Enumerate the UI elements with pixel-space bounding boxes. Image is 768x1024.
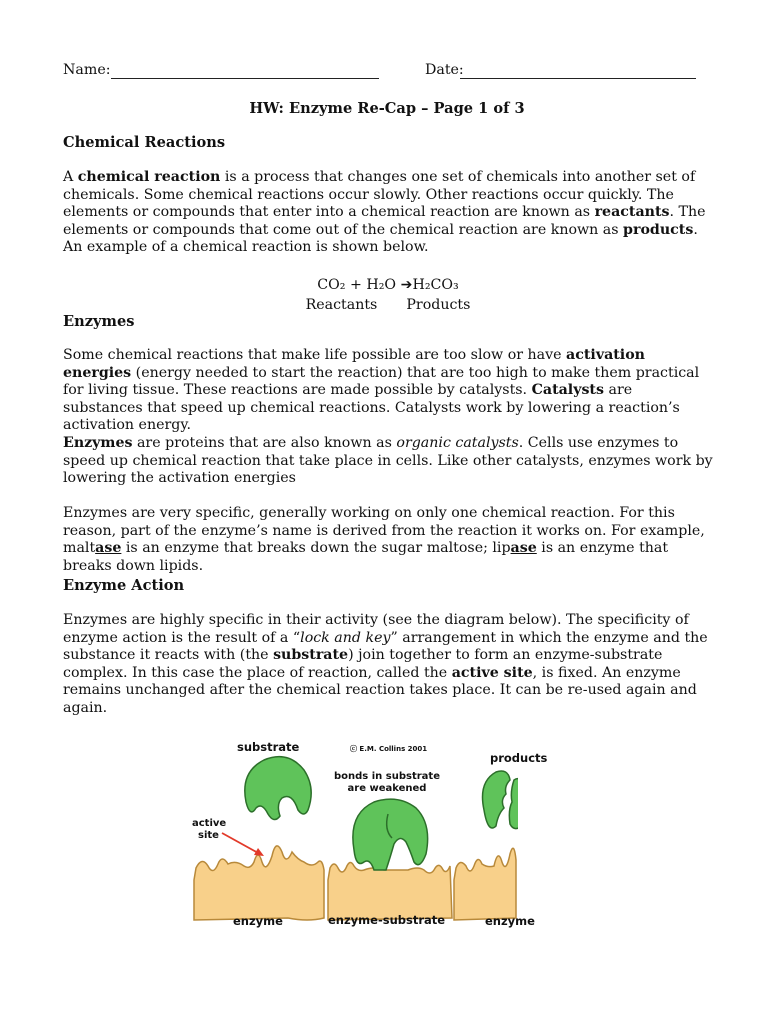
- equation-arrow: ➔: [400, 277, 413, 293]
- page-title: HW: Enzyme Re-Cap – Page 1 of 3: [249, 100, 525, 117]
- lock-and-key-diagram: [188, 730, 548, 930]
- enzyme-left-shape: [194, 846, 324, 920]
- enzyme-action-heading: Enzyme Action: [63, 577, 185, 594]
- substrate-middle-shape: [353, 799, 428, 870]
- name-field[interactable]: [111, 78, 379, 79]
- products-label: Products: [406, 297, 471, 313]
- worksheet-page: [63, 62, 713, 716]
- equation-labels: [63, 297, 713, 315]
- label-enzyme-right: enzyme: [485, 914, 535, 928]
- label-enzyme-substrate: enzyme-substrate: [328, 913, 446, 927]
- chemical-reactions-paragraph: A chemical reaction is a process that changes one set of chemicals into another set of chemicals. Some chemical reactions occur slowly. Other reactions occur quickly. The elements or compounds that enter into a chemical reaction are known as reactants. The elements or compounds that come out of the chemical reaction are known as products. An example of a chemical reaction is shown below.: [63, 169, 706, 256]
- reactants-label: Reactants: [305, 297, 378, 313]
- label-copyright: ⓒ E.M. Collins 2001: [350, 745, 428, 753]
- product-right-shape: [509, 779, 518, 829]
- label-products: products: [490, 751, 548, 765]
- equation-reactants: CO₂ + H₂O: [317, 277, 397, 293]
- product-left-shape: [483, 771, 511, 828]
- chemical-equation: [63, 277, 713, 295]
- enzymes-paragraph-1: Some chemical reactions that make life possible are too slow or have activation energies (energy needed to start the reaction) that are too high to make them practical for living tissue. These reactions are made possible by catalysts. Catalysts are substances that speed up chemical reactions. Catalysts work by lowering a reaction’s activation energy.: [63, 347, 700, 434]
- label-substrate: substrate: [237, 740, 300, 754]
- diagram-drawing: [188, 730, 518, 930]
- chemical-reactions-section: [63, 134, 713, 152]
- name-label: Name:: [63, 62, 111, 78]
- substrate-left-shape: [245, 757, 311, 820]
- equation-products: H₂CO₃: [412, 277, 459, 293]
- name-date-row: [63, 62, 713, 82]
- enzymes-heading: Enzymes: [63, 313, 135, 330]
- enzymes-paragraph-3: Enzymes are very specific, generally working on only one chemical reaction. For this reason, part of the enzyme’s name is derived from the reaction it works on. For example, maltase is an enzyme that breaks down the sugar maltose; lipase is an enzyme that breaks down lipids.: [63, 505, 705, 574]
- enzyme-action-paragraph: Enzymes are highly specific in their activity (see the diagram below). The specificity of enzyme action is the result of a “lock and key” arrangement in which the enzyme and the substance it reacts with (the substrate) join together to form an enzyme-substrate complex. In this case the place of reaction, called the active site, is fixed. An enzyme remains unchanged after the chemical reaction takes place. It can be re-used again and again.: [63, 612, 708, 716]
- label-enzyme-left: enzyme: [233, 914, 283, 928]
- date-label: Date:: [425, 62, 464, 78]
- label-bonds-weakened: bonds in substrate are weakened: [334, 771, 440, 794]
- date-field[interactable]: [460, 78, 696, 79]
- enzymes-paragraph-2: Enzymes are proteins that are also known as organic catalysts. Cells use enzymes to speed up chemical reaction that take place in cells. Like other catalysts, enzymes work by lowering the activation energies: [63, 435, 713, 487]
- enzyme-right-shape: [454, 848, 516, 920]
- label-active-site: active site: [192, 818, 227, 841]
- chemical-reactions-heading: Chemical Reactions: [63, 134, 226, 151]
